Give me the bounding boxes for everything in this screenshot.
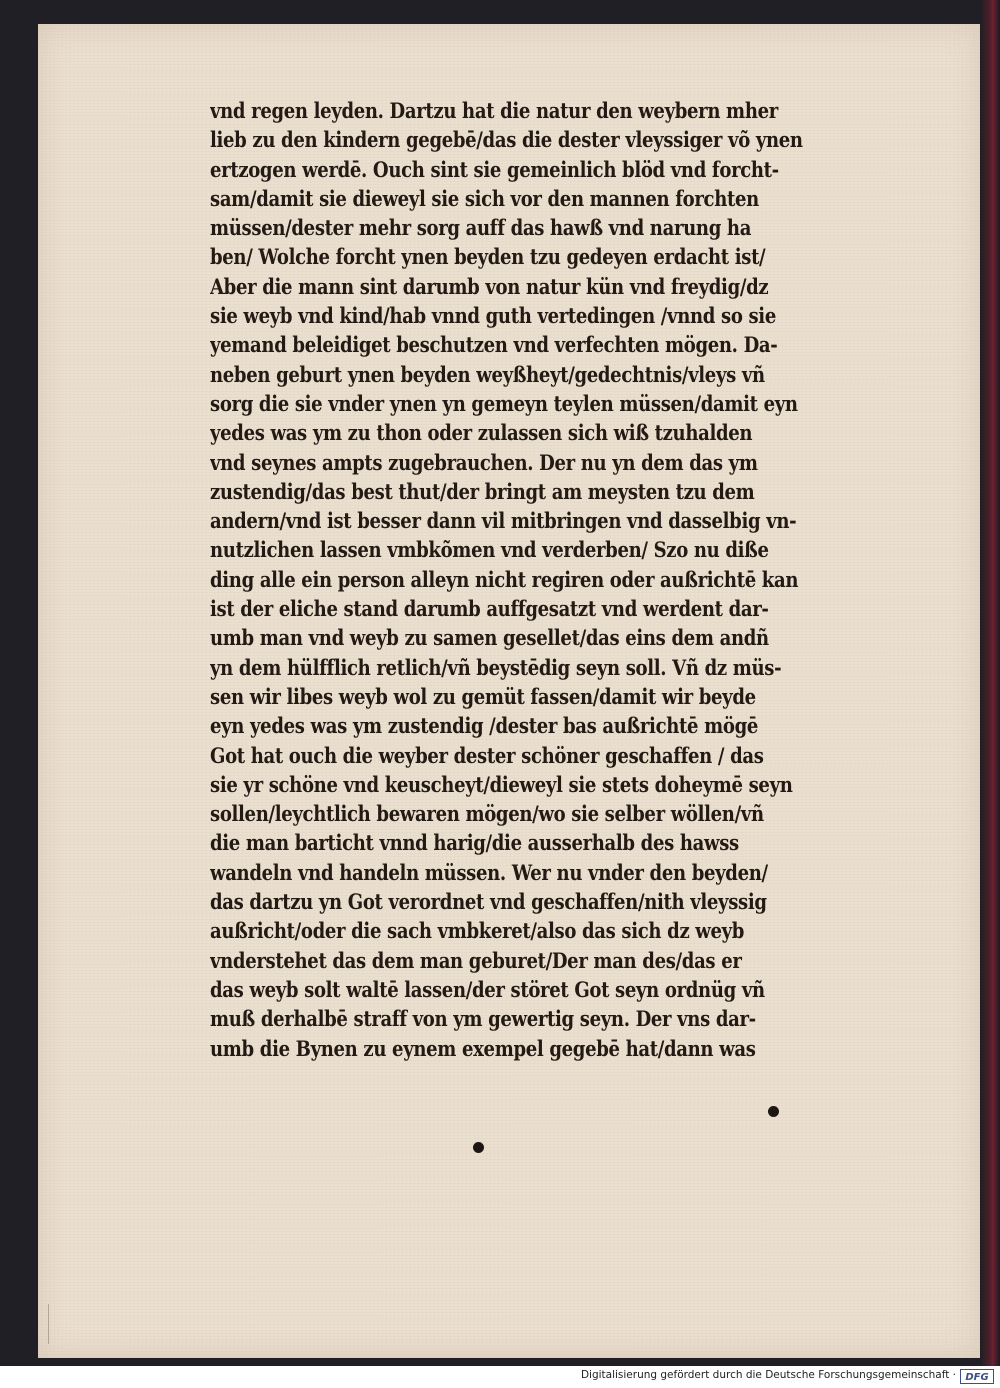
page-edge-mark (48, 1304, 55, 1344)
text-line: ertzogen werdē. Ouch sint sie gemeinlich blöd vnd forcht- (210, 156, 779, 182)
text-line: sie yr schöne vnd keuscheyt/dieweyl sie stets doheymē seyn (210, 771, 793, 797)
text-line: Aber die mann sint darumb von natur kün vnd freydig/dz (210, 273, 769, 299)
page-text-block (210, 96, 910, 1063)
text-line: sollen/leychtlich bewaren mögen/wo sie selber wöllen/vñ (210, 801, 764, 827)
text-line: umb man vnd weyb zu samen gesellet/das eins dem andñ (210, 625, 769, 651)
text-line: ben/ Wolche forcht ynen beyden tzu gedeyen erdacht ist/ (210, 244, 766, 270)
ink-dot (768, 1106, 779, 1117)
text-line: vnd seynes ampts zugebrauchen. Der nu yn dem das ym (210, 449, 758, 475)
dfg-logo: DFG (960, 1369, 994, 1384)
text-line: die man barticht vnnd harig/die ausserhalb des hawss (210, 830, 739, 856)
text-line: umb die Bynen zu eynem exempel gegebē hat/dann was (210, 1035, 756, 1061)
text-line: sam/damit sie dieweyl sie sich vor den mannen forchten (210, 185, 759, 211)
text-line: vnd regen leyden. Dartzu hat die natur den weybern mher (210, 98, 778, 123)
digitization-credit: Digitalisierung gefördert durch die Deutsche Forschungsgemeinschaft · (580, 1369, 956, 1381)
text-line: müssen/dester mehr sorg auff das hawß vnd narung ha (210, 215, 752, 241)
text-line: außricht/oder die sach vmbkeret/also das sich dz weyb (210, 918, 745, 944)
text-line: vnderstehet das dem man geburet/Der man des/das er (210, 947, 742, 973)
text-line: wandeln vnd handeln müssen. Wer nu vnder den beyden/ (210, 859, 768, 885)
text-line: Got hat ouch die weyber dester schöner geschaffen / das (210, 742, 764, 768)
text-line: nutzlichen lassen vmbkõmen vnd verderben/ Szo nu diße (210, 537, 769, 563)
text-line: yedes was ym zu thon oder zulassen sich wiß tzuhalden (210, 420, 753, 446)
text-line: sie weyb vnd kind/hab vnnd guth vertedingen /vnnd so sie (210, 303, 776, 329)
text-line: das weyb solt waltē lassen/der störet Got seyn ordnüg vñ (210, 976, 765, 1002)
ink-dot (473, 1142, 484, 1153)
text-line: sorg die sie vnder ynen yn gemeyn teylen müssen/damit eyn (210, 390, 798, 416)
text-line: ist der eliche stand darumb auffgesatzt vnd werdent dar- (210, 596, 769, 622)
text-line: eyn yedes was ym zustendig /dester bas außrichtē mögē (210, 713, 759, 739)
book-spine-edge (982, 0, 1000, 1366)
text-line: neben geburt ynen beyden weyßheyt/gedechtnis/vleys vñ (210, 361, 765, 387)
text-line: ding alle ein person alleyn nicht regiren oder außrichtē kan (210, 566, 799, 592)
text-line: muß derhalbē straff von ym gewertig seyn. Der vns dar- (210, 1006, 756, 1032)
text-line: lieb zu den kindern gegebē/das die dester vleyssiger võ ynen (210, 127, 803, 153)
text-line: sen wir libes weyb wol zu gemüt fassen/damit wir beyde (210, 683, 756, 709)
text-line: yn dem hülfflich retlich/vñ beystēdig seyn soll. Vñ dz müs- (210, 654, 782, 680)
text-line: andern/vnd ist besser dann vil mitbringen vnd dasselbig vn- (210, 508, 797, 534)
text-line: zustendig/das best thut/der bringt am meysten tzu dem (210, 478, 755, 504)
text-line: das dartzu yn Got verordnet vnd geschaffen/nith vleyssig (210, 889, 767, 915)
text-line: yemand beleidiget beschutzen vnd verfechten mögen. Da- (210, 332, 778, 358)
